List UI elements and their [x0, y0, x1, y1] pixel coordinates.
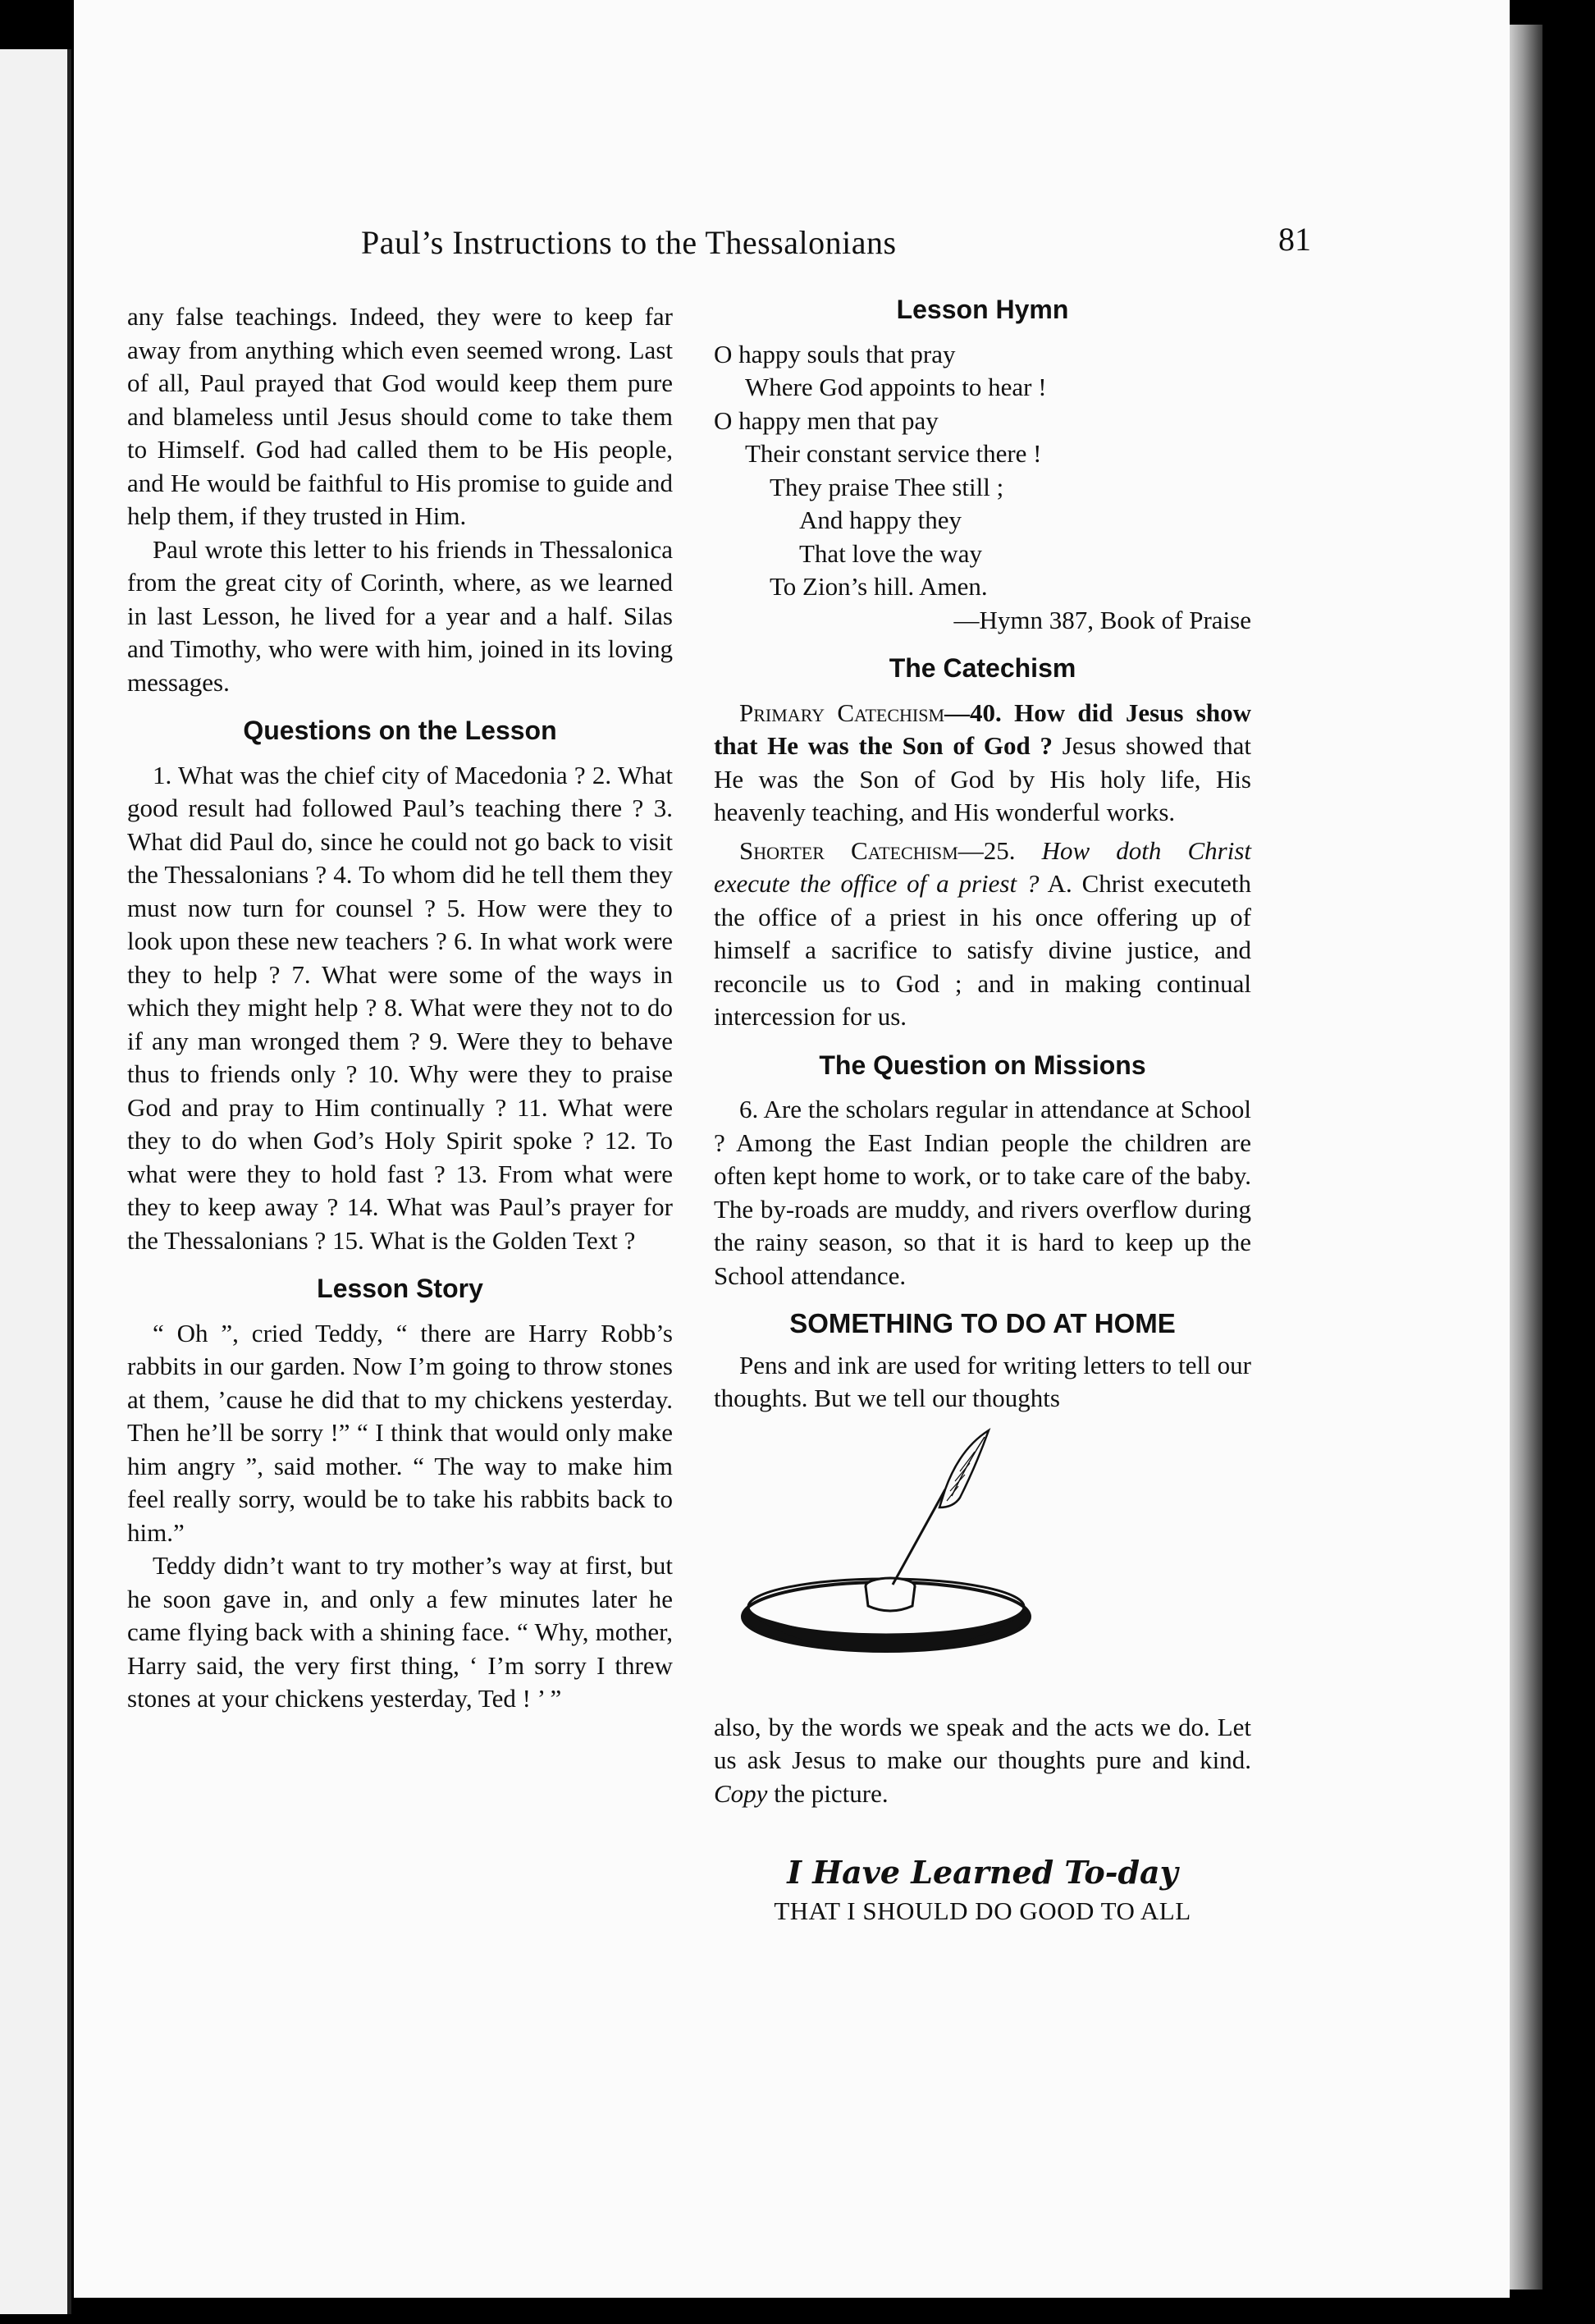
facing-page-edge [0, 49, 71, 2314]
story-heading: Lesson Story [317, 1274, 483, 1303]
hymn-line: O happy souls that pray [714, 339, 956, 368]
intro-paragraph-2: Paul wrote this letter to his friends in Thessalonica from the great city of Corinth, where, as we learned in last Lesson, he lived for a year and a half. Silas and Timothy, who were with him, joined in its loving messages. [127, 534, 673, 697]
questions-heading: Questions on the Lesson [243, 716, 557, 745]
intro-paragraph-1: any false teachings. Indeed, they were to keep far away from anything which even seemed wrong. Last of all, Paul prayed that God would keep them pure and blameless until Jesus should come to take them to Himself. God had called them to be His people, and He would be faithful to His promise to guide and help them, if they trusted in Him. [127, 302, 673, 530]
hymn-line: That love the way [799, 538, 982, 568]
hymn-line: And happy they [799, 506, 962, 534]
shorter-catechism-answer: A. Christ executeth the office of a priest in his once offering up of himself a sacrifice to satisfy divine justice, and reconcile us to God ; and in making continual intercession for us. [714, 869, 1251, 1031]
hymn-attribution: —Hymn 387, Book of Praise [953, 605, 1251, 634]
left-column [127, 300, 673, 1716]
hymn-verse [714, 338, 1251, 638]
home-activity-text-1: Pens and ink are used for writing letters to tell our thoughts. But we tell our thoughts [714, 1350, 1251, 1412]
right-column [714, 293, 1251, 1928]
hymn-line: To Zion’s hill. Amen. [770, 572, 988, 601]
hymn-line: O happy men that pay [714, 405, 939, 435]
home-activity-text-2 [714, 1711, 1251, 1811]
shorter-catechism-question: How doth Christ execute the office of a priest ? [714, 835, 1251, 898]
hymn-line: Where God appoints to hear ! [745, 373, 1047, 401]
missions-heading: The Question on Missions [819, 1050, 1146, 1080]
learned-today-heading: I Have Learned To-day [787, 1854, 1178, 1891]
primary-catechism-answer: Jesus showed that He was the Son of God by His holy life, His heavenly teaching, and His wonderful works. [714, 731, 1251, 826]
home-text-emphasis: Copy [714, 1778, 768, 1808]
home-text-part: the picture. [767, 1778, 889, 1808]
inkwell-icon [714, 1416, 1251, 1711]
shorter-catechism [714, 835, 1251, 1034]
inkwell-quill-illustration [714, 1416, 1251, 1711]
learned-today-text: THAT I SHOULD DO GOOD TO ALL [774, 1896, 1191, 1925]
hymn-heading: Lesson Hymn [896, 295, 1069, 324]
shorter-catechism-label: Shorter Catechism [739, 835, 958, 865]
story-paragraph-2: Teddy didn’t want to try mother’s way at first, but he soon gave in, and only a few minutes later he came flying back with a shining face. “ Why, mother, Harry said, the very first thing, ‘ I’m sorry I threw stones at your chickens yesterday, Ted ! ’ ” [127, 1551, 673, 1713]
shorter-catechism-number: —25. [957, 835, 1016, 865]
missions-text: 6. Are the scholars regular in attendance at School ? Among the East Indian people the children are often kept home to work, or to take care of the baby. The by-roads are muddy, and rivers overflow during the rainy season, so that it is hard to keep up the School attendance. [714, 1095, 1251, 1290]
book-edge [1510, 25, 1542, 2290]
hymn-line: Their constant service there ! [745, 439, 1042, 468]
primary-catechism [714, 697, 1251, 830]
primary-catechism-question: —40. How did Jesus show that He was the Son of God ? [714, 698, 1251, 760]
hymn-line: They praise Thee still ; [770, 472, 1004, 501]
catechism-heading: The Catechism [889, 653, 1076, 683]
story-paragraph-1: “ Oh ”, cried Teddy, “ there are Harry Robb’s rabbits in our garden. Now I’m going to throw stones at them, ’cause he did that to my chickens yesterday. Then he’ll be sorry !” “ I think that would only make him angry ”, said mother. “ The way to make him feel really sorry, would be to take his rabbits back to him.” [127, 1318, 673, 1547]
questions-text: 1. What was the chief city of Macedonia ? 2. What good result had followed Paul’s teaching there ? 3. What did Paul do, since he could not go back to visit the Thessalonians ? 4. To whom did he tell them they must now turn for counsel ? 5. How were they to look upon these new teachers ? 6. In what work were they to help ? 7. What were some of the ways in which they might help ? 8. What were they not to do if any man wronged them ? 9. Were they to behave thus to friends only ? 10. Why were they to praise God and pray to Him continually ? 11. What were they to do when God’s Holy Spirit spoke ? 12. To what were they to hold fast ? 13. From what were they to keep away ? 14. What was Paul’s prayer for the Thessalonians ? 15. What is the Golden Text ? [127, 760, 673, 1255]
primary-catechism-label: Primary Catechism [739, 698, 945, 727]
home-activity-heading: SOMETHING TO DO AT HOME [789, 1308, 1176, 1338]
page-title: Paul’s Instructions to the Thessalonians [361, 224, 897, 261]
home-text-part: also, by the words we speak and the acts we do. Let us ask Jesus to make our thoughts pure and kind. [714, 1712, 1251, 1774]
page-number: 81 [1278, 221, 1311, 258]
